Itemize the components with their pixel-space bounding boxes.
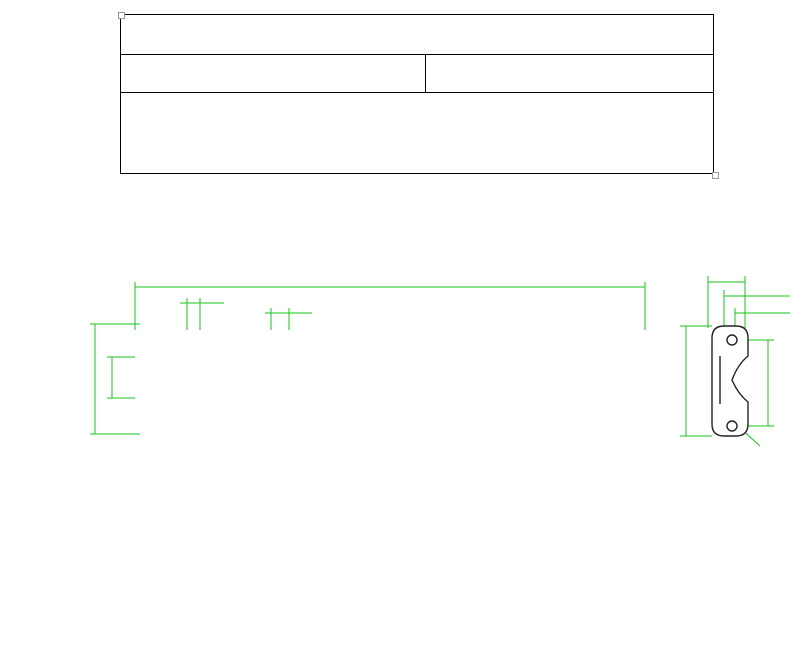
- side-view-module: [712, 326, 748, 436]
- dimension-lines: [90, 276, 790, 446]
